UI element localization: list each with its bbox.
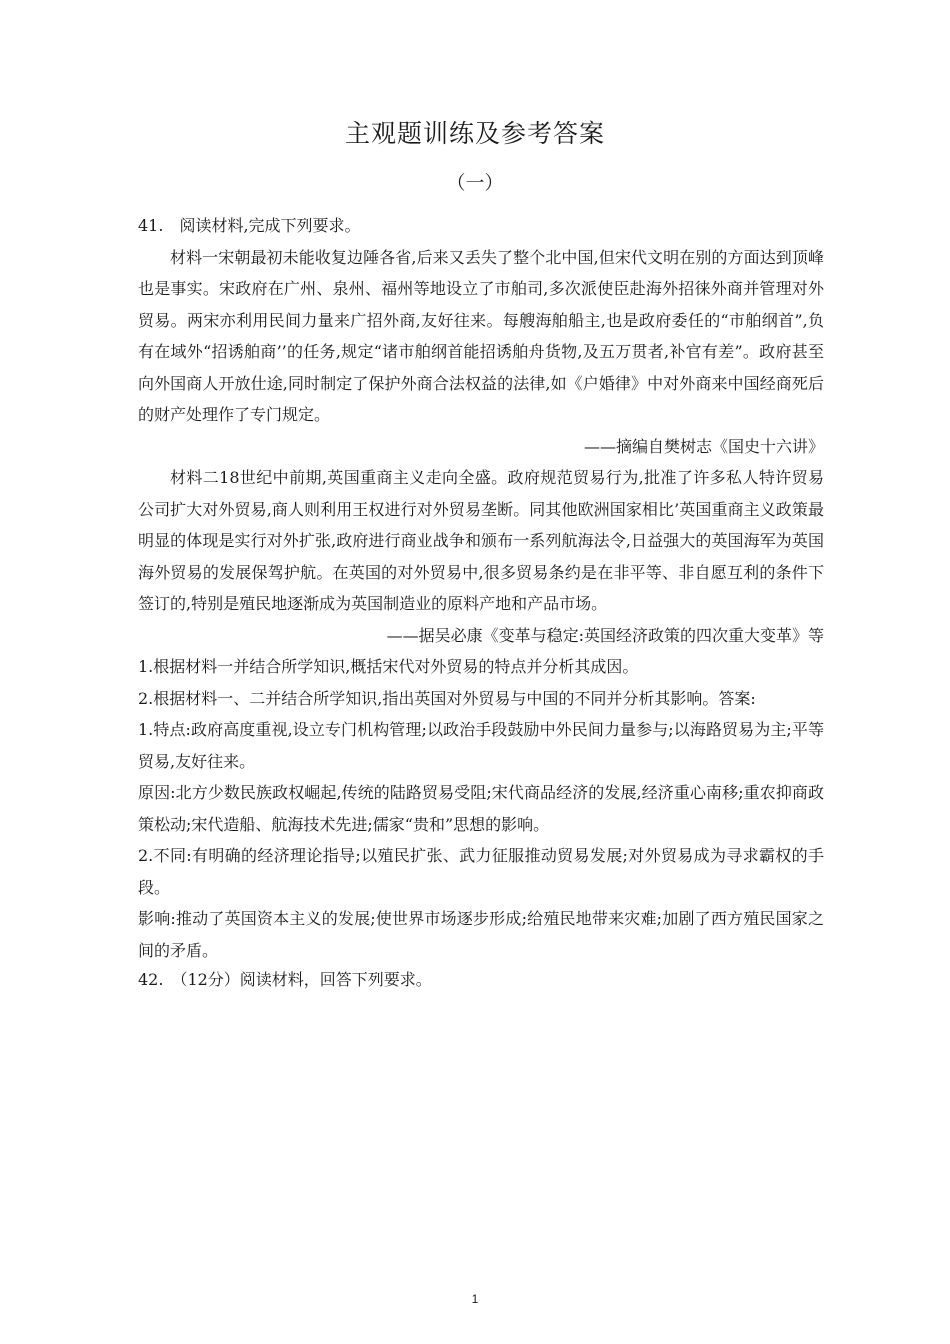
- page-title: 主观题训练及参考答案: [344, 119, 605, 148]
- document-body: [138, 210, 824, 996]
- material-one: 材料一宋朝最初未能收复边陲各省,后来又丢失了整个北中国,但宋代文明在别的方面达到顶峰也是事实。宋政府在广州、泉州、福州等地设立了市舶司,多次派使臣赴海外招徕外商并管理对外贸易。两宋亦利用民间力量来广招外商,友好往来。每艘海舶船主,也是政府委任的“市舶纲首”,负有在域外“招诱舶商’’的任务,规定“诸市舶纲首能招诱舶舟货物,及五万贯者,补官有差”。政府甚至向外国商人开放仕途,同时制定了保护外商合法权益的法律,如《户婚律》中对外商来中国经商死后的财产处理作了专门规定。: [138, 247, 824, 424]
- question-2: 2.根据材料一、二并结合所学知识,指出英国对外贸易与中国的不同并分析其影响。答案:: [138, 688, 756, 708]
- material-two: 材料二18世纪中前期,英国重商主义走向全盛。政府规范贸易行为,批准了许多私人特许贸易公司扩大对外贸易,商人则利用王权进行对外贸易垄断。同其他欧洲国家相比’英国重商主义政策最明显的体现是实行对外扩张,政府进行商业战争和颁布一系列航海法令,日益强大的英国海军为英国海外贸易的发展保驾护航。在英国的对外贸易中,很多贸易条约是在非平等、非自愿互利的条件下签订的,特别是殖民地逐渐成为英国制造业的原料产地和产品市场。: [138, 468, 824, 613]
- section-number: （一）: [446, 172, 504, 194]
- answer-2-differences: 2.不同:有明确的经济理论指导;以殖民扩张、武力征服推动贸易发展;对外贸易成为寻求霸权的手段。: [138, 846, 824, 897]
- answer-1-reasons: 原因:北方少数民族政权崛起,传统的陆路贸易受阻;宋代商品经济的发展,经济重心南移;重农抑商政策松动;宋代造船、航海技术先进;儒家“贵和”思想的影响。: [138, 783, 824, 834]
- question-41-heading: 41. 阅读材料,完成下列要求。: [138, 216, 361, 235]
- page-number: 1: [471, 1292, 479, 1306]
- material-one-source: ——摘编自樊树志《国史十六讲》: [583, 436, 824, 456]
- question-42-heading: 42. （12分）阅读材料，回答下列要求。: [138, 970, 432, 989]
- answer-1-features: 1.特点:政府高度重视,设立专门机构管理;以政治手段鼓励中外民间力量参与;以海路贸易为主;平等贸易,友好往来。: [138, 720, 824, 771]
- answer-2-impact: 影响:推动了英国资本主义的发展;使世界市场逐步形成;给殖民地带来灾难;加剧了西方殖民国家之间的矛盾。: [138, 909, 824, 960]
- question-1: 1.根据材料一并结合所学知识,概括宋代对外贸易的特点并分析其成因。: [138, 657, 639, 676]
- material-two-source: ——据吴必康《变革与稳定:英国经济政策的四次重大变革》等: [386, 625, 824, 645]
